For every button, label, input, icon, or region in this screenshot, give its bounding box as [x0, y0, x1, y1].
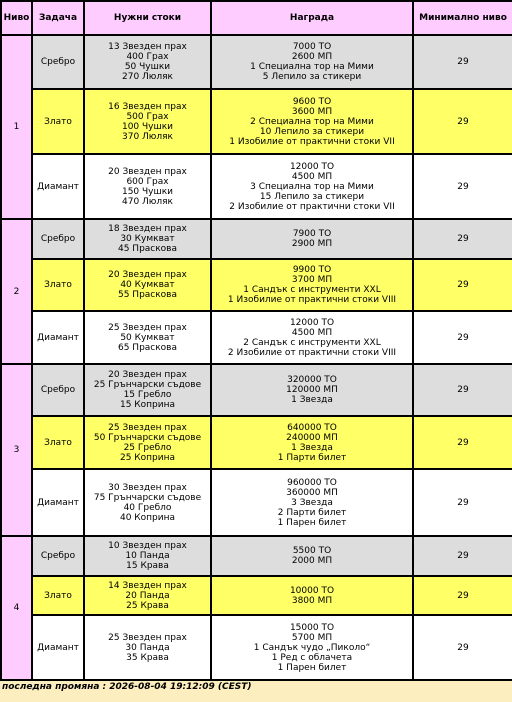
goods-line: 25 Гребло	[123, 442, 172, 453]
reward-line: 15000 ТО	[289, 622, 335, 633]
reward-line: 1 Изобилие от практични стоки VII	[229, 136, 395, 147]
header-level: Ниво	[1, 1, 32, 35]
reward-line: 1 Парен билет	[277, 662, 347, 673]
reward-line: 3700 МП	[291, 275, 333, 285]
goods-line: 10 Звезден прах	[108, 541, 187, 551]
goods-cell	[84, 311, 211, 364]
reward-line: 1 Звезда	[291, 442, 333, 453]
min-level-cell: 29	[413, 154, 512, 219]
level-cell: 4	[1, 536, 32, 680]
task-tier-cell: Злато	[32, 259, 84, 311]
table-row	[1, 154, 512, 219]
goods-line: 25 Грънчарски съдове	[93, 380, 202, 390]
reward-line: 2000 МП	[291, 556, 333, 566]
goods-line: 370 Люляк	[122, 131, 173, 142]
reward-line: 3 Звезда	[291, 497, 333, 508]
reward-line: 10000 ТО	[289, 585, 335, 596]
reward-line: 7000 ТО	[292, 42, 332, 52]
goods-line: 20 Звезден прах	[108, 370, 187, 380]
reward-line: 2600 МП	[291, 52, 333, 62]
min-level-cell: 29	[413, 615, 512, 680]
table-row	[1, 35, 512, 89]
goods-line: 40 Коприна	[119, 512, 176, 523]
reward-line: 240000 МП	[286, 432, 338, 443]
min-level-cell: 29	[413, 416, 512, 469]
goods-line: 30 Панда	[125, 642, 170, 653]
reward-line: 1 Парен билет	[277, 517, 347, 528]
goods-line: 15 Коприна	[119, 400, 176, 410]
table-row	[1, 219, 512, 259]
goods-line: 25 Коприна	[119, 452, 176, 463]
task-tier-cell: Сребро	[32, 364, 84, 416]
goods-line: 16 Звезден прах	[108, 101, 187, 112]
header-goods: Нужни стоки	[84, 1, 211, 35]
goods-cell	[84, 469, 211, 536]
goods-line: 45 Праскова	[117, 244, 178, 254]
task-tier-cell: Злато	[32, 89, 84, 154]
reward-line: 1 Парти билет	[277, 452, 347, 463]
reward-line: 1 Звезда	[291, 395, 333, 405]
goods-line: 13 Звезден прах	[108, 42, 187, 52]
reward-line: 15 Лепило за стикери	[259, 191, 365, 202]
min-level-cell: 29	[413, 469, 512, 536]
reward-line: 12000 ТО	[289, 317, 335, 328]
table-row	[1, 469, 512, 536]
min-level-cell: 29	[413, 259, 512, 311]
reward-cell	[211, 615, 413, 680]
reward-cell	[211, 219, 413, 259]
min-level-cell: 29	[413, 89, 512, 154]
task-tier-cell: Диамант	[32, 469, 84, 536]
min-level-cell: 29	[413, 35, 512, 89]
goods-line: 10 Панда	[125, 551, 170, 561]
reward-line: 2 Специална тор на Мими	[250, 116, 374, 127]
goods-line: 20 Звезден прах	[108, 270, 187, 280]
reward-cell	[211, 416, 413, 469]
reward-line: 5 Лепило за стикери	[262, 72, 362, 82]
goods-line: 400 Грах	[126, 52, 169, 62]
reward-line: 4500 МП	[291, 171, 333, 182]
goods-line: 35 Крава	[126, 652, 169, 663]
goods-line: 270 Люляк	[122, 72, 173, 82]
reward-line: 12000 ТО	[289, 161, 335, 172]
goods-line: 65 Праскова	[117, 342, 178, 353]
goods-cell	[84, 154, 211, 219]
table-row	[1, 536, 512, 576]
goods-line: 55 Праскова	[117, 290, 178, 300]
task-tier-cell: Сребро	[32, 536, 84, 576]
goods-line: 14 Звезден прах	[108, 580, 187, 591]
min-level-cell: 29	[413, 536, 512, 576]
reward-cell	[211, 469, 413, 536]
goods-line: 30 Звезден прах	[108, 482, 187, 493]
reward-line: 2900 МП	[291, 239, 333, 249]
min-level-cell: 29	[413, 219, 512, 259]
min-level-cell: 29	[413, 311, 512, 364]
header-min-level: Минимално ниво	[413, 1, 512, 35]
reward-line: 5700 МП	[291, 632, 333, 643]
reward-line: 2 Изобилие от практични стоки VIII	[227, 347, 397, 358]
reward-line: 120000 МП	[286, 385, 338, 395]
goods-line: 50 Грънчарски съдове	[93, 432, 202, 443]
reward-cell	[211, 154, 413, 219]
reward-line: 640000 ТО	[287, 422, 337, 433]
table-row	[1, 615, 512, 680]
reward-cell	[211, 576, 413, 615]
reward-line: 3 Специална тор на Мими	[250, 181, 374, 192]
task-tier-cell: Диамант	[32, 154, 84, 219]
reward-cell	[211, 89, 413, 154]
goods-cell	[84, 364, 211, 416]
goods-line: 15 Крава	[126, 561, 169, 571]
reward-line: 5500 ТО	[292, 546, 332, 556]
reward-line: 9600 ТО	[292, 96, 332, 107]
table-row	[1, 416, 512, 469]
reward-cell	[211, 259, 413, 311]
reward-cell	[211, 364, 413, 416]
goods-line: 15 Гребло	[123, 390, 172, 400]
goods-line: 30 Кумкват	[120, 234, 175, 244]
goods-cell	[84, 416, 211, 469]
min-level-cell: 29	[413, 364, 512, 416]
goods-cell	[84, 576, 211, 615]
reward-line: 3800 МП	[291, 595, 333, 606]
reward-line: 1 Специална тор на Мими	[250, 62, 374, 72]
reward-cell	[211, 35, 413, 89]
reward-line: 1 Изобилие от практични стоки VIII	[227, 295, 397, 305]
task-tier-cell: Злато	[32, 416, 84, 469]
reward-cell	[211, 311, 413, 364]
goods-line: 500 Грах	[126, 111, 169, 122]
reward-line: 7900 ТО	[292, 229, 332, 239]
reward-line: 1 Сандък с инструменти XXL	[243, 285, 381, 295]
goods-line: 75 Грънчарски съдове	[93, 492, 202, 503]
goods-line: 25 Крава	[126, 600, 169, 611]
goods-line: 40 Гребло	[123, 502, 172, 513]
goods-line: 50 Чушки	[124, 62, 171, 72]
goods-line: 100 Чушки	[121, 121, 174, 132]
table-row	[1, 364, 512, 416]
reward-line: 2 Парти билет	[277, 507, 347, 518]
task-tier-cell: Диамант	[32, 311, 84, 364]
table-row	[1, 311, 512, 364]
reward-line: 9900 ТО	[292, 265, 332, 275]
min-level-cell: 29	[413, 576, 512, 615]
task-tier-cell: Сребро	[32, 35, 84, 89]
reward-line: 2 Изобилие от практични стоки VII	[229, 201, 395, 212]
level-cell: 1	[1, 35, 32, 219]
goods-cell	[84, 259, 211, 311]
goods-cell	[84, 89, 211, 154]
header-row	[1, 1, 512, 35]
task-tier-cell: Злато	[32, 576, 84, 615]
table-body	[1, 35, 512, 680]
reward-line: 2 Сандък с инструменти XXL	[243, 337, 381, 348]
header-reward: Награда	[211, 1, 413, 35]
header-task: Задача	[32, 1, 84, 35]
goods-line: 600 Грах	[126, 176, 169, 187]
goods-cell	[84, 615, 211, 680]
goods-line: 150 Чушки	[121, 186, 174, 197]
table-row	[1, 89, 512, 154]
goods-line: 18 Звезден прах	[108, 224, 187, 234]
reward-line: 360000 МП	[286, 487, 338, 498]
reward-line: 3600 МП	[291, 106, 333, 117]
goods-line: 20 Панда	[125, 590, 170, 601]
goods-line: 20 Звезден прах	[108, 166, 187, 177]
table-row	[1, 576, 512, 615]
task-tier-cell: Диамант	[32, 615, 84, 680]
level-cell: 2	[1, 219, 32, 364]
reward-line: 4500 МП	[291, 327, 333, 338]
goods-line: 25 Звезден прах	[108, 322, 187, 333]
reward-line: 1 Ред с облачета	[271, 652, 353, 663]
reward-line: 960000 ТО	[287, 477, 337, 488]
goods-cell	[84, 219, 211, 259]
reward-cell	[211, 536, 413, 576]
task-tier-cell: Сребро	[32, 219, 84, 259]
reward-line: 1 Сандък чудо „Пиколо“	[253, 642, 371, 653]
goods-line: 25 Звезден прах	[108, 632, 187, 643]
goods-line: 40 Кумкват	[120, 280, 175, 290]
reward-line: 10 Лепило за стикери	[259, 126, 365, 137]
table-row	[1, 259, 512, 311]
reward-line: 320000 ТО	[287, 375, 337, 385]
goods-line: 25 Звезден прах	[108, 422, 187, 433]
goods-line: 50 Кумкват	[120, 332, 175, 343]
last-modified: последна промяна : 2026-08-04 19:12:09 (CEST)	[2, 682, 252, 692]
goods-cell	[84, 536, 211, 576]
level-cell: 3	[1, 364, 32, 536]
goods-line: 470 Люляк	[122, 196, 173, 207]
goods-cell	[84, 35, 211, 89]
